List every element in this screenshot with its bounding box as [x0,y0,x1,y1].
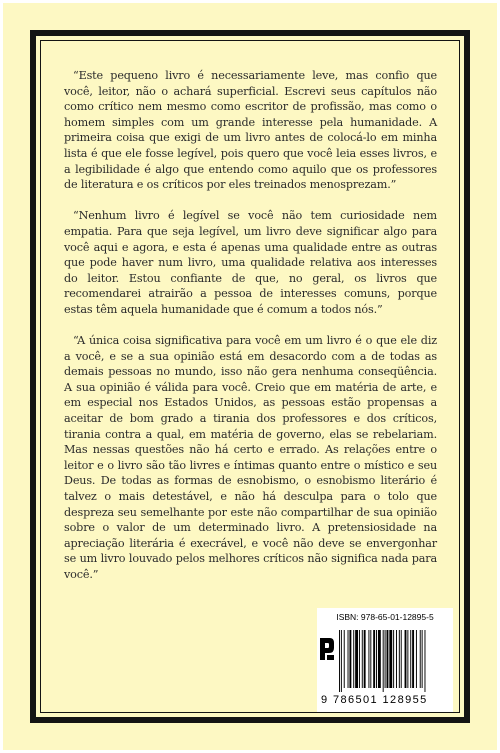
barcode-bar [341,630,342,692]
paragraph-1: “Este pequeno livro é necessariamente leve, mas confio que você, leitor, não o achará superficial. Escrevi seus capítulos não como crítico nem mesmo como escritor de profissão, mas como o homem simples com um grande interesse pela humanidade. A primeira coisa que exigi de um livro antes de colocá-lo em minha lista é que ele fosse legível, pois quero que você leia esses livros, e a legibilidade é algo que entendo como aquilo que os professores de literatura e os críticos por eles treinados menosprezam.” [64,69,437,192]
barcode-bar [385,630,386,688]
barcode-bar [368,630,369,688]
back-cover-text [64,68,437,598]
barcode-box [317,608,453,712]
barcode-bar [349,630,351,688]
barcode-digits: 9 786501 128955 [321,694,428,706]
barcode-bar [355,630,358,688]
barcode-bars [339,630,443,692]
publisher-logo-icon [318,634,336,664]
barcode-bar [425,630,426,692]
paragraph-3: “A única coisa significativa para você em um livro é o que ele diz a você, e se a sua opinião está em desacordo com a de todas as demais pessoas no mundo, isso não gera nenhuma conseqüência. A sua opinião é válida para você. Creio que em matéria de arte, e em especial nos Estados Unidos, as pessoas estão propensas a aceitar de bom grado a tirania dos professores e dos críticos, tirania contra a qual, em matéria de governo, elas se rebelariam. Mas nessas questões não há certo e errado. As relações entre o leitor e o livro são tão livres e íntimas quanto entre o místico e seu Deus. De todas as formas de esnobismo, o esnobismo literário é talvez o mais detestável, e não há desculpa para o tolo que despreza seu semelhante por este não compartilhar de sua opinião sobre o valor de um determinado livro. A pretensiosidade na apreciação literária é execrável, e você não deve se envergonhar se um livro louvado pelos melhores críticos não significa nada para você.” [64,334,437,581]
barcode-bar [359,630,360,688]
barcode-bar [405,630,407,688]
barcode-bar [389,630,392,688]
barcode-bar [362,630,363,688]
barcode-bar [383,630,384,692]
barcode-bar [353,630,354,688]
barcode-bar [420,630,421,688]
barcode-bar [407,630,408,688]
barcode-bar [378,630,381,688]
barcode-bar [387,630,389,688]
barcode-bar [373,630,375,688]
barcode-bar [339,630,340,692]
barcode-bar [401,630,402,688]
barcode-bar [348,630,349,688]
barcode-bar [422,630,423,688]
barcode-bar [364,630,366,688]
barcode-bar [370,630,371,688]
barcode-bar [344,630,345,688]
barcode-bar [396,630,397,688]
barcode-bar [412,630,414,688]
barcode-bar [416,630,417,688]
barcode-bar [410,630,411,688]
barcode-bar [393,630,394,688]
paragraph-2: “Nenhum livro é legível se você não tem curiosidade nem empatia. Para que seja legível, um livro deve significar algo para você aqui e agora, e esta é apenas uma qualidade entre as outras que pode haver num livro, uma qualidade relativa aos interesses do leitor. Estou confiante de que, no geral, os livros que recomendarei atrairão a pessoa de interesses comuns, porque estas têm aquela humanidade que é comum a todos nós.” [64,209,437,316]
barcode-bar [399,630,400,688]
isbn-label: ISBN: 978-65-01-12895-5 [336,612,434,622]
barcode-bar [376,630,377,688]
